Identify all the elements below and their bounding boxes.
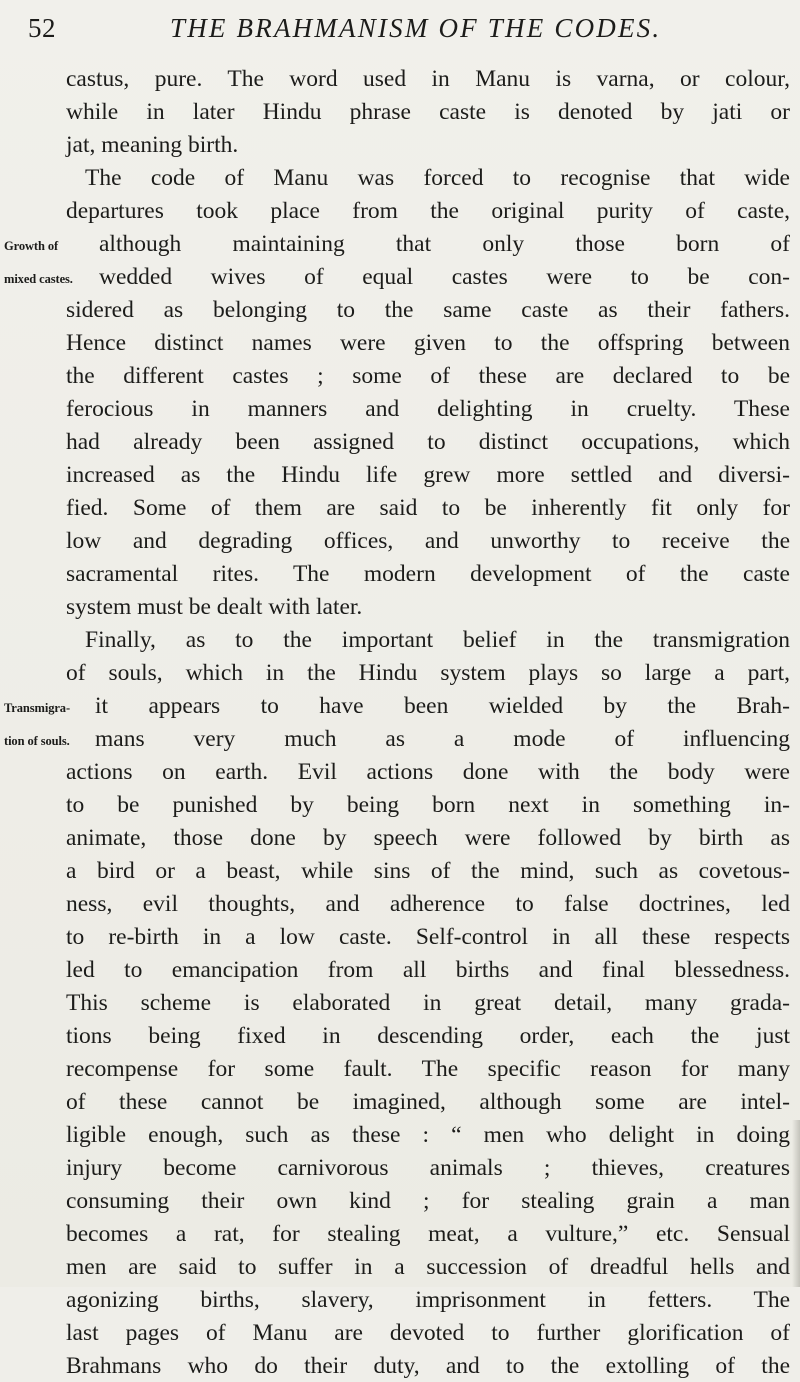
text-line: mans very much as a mode of influencing — [95, 726, 790, 752]
text-line: Brahmans who do their duty, and to the extolling of the — [66, 1353, 790, 1379]
text-line: Finally, as to the important belief in the transmigration — [85, 627, 790, 653]
text-line: The code of Manu was forced to recognise that wide — [85, 165, 790, 191]
text-line: consuming their own kind ; for stealing grain a man — [66, 1188, 790, 1214]
text-line: led to emancipation from all births and final blessedness. — [66, 957, 790, 983]
text-line: last pages of Manu are devoted to further glorification of — [66, 1320, 790, 1346]
text-line: the different castes ; some of these are declared to be — [66, 363, 790, 389]
running-title: THE BRAHMANISM OF THE CODES. — [170, 13, 662, 43]
text-line: castus, pure. The word used in Manu is varna, or colour, — [66, 66, 790, 92]
text-line: animate, those done by speech were followed by birth as — [66, 825, 790, 851]
text-line: although maintaining that only those born of — [99, 231, 790, 257]
text-line: of these cannot be imagined, although some are intel- — [66, 1089, 790, 1115]
text-line: becomes a rat, for stealing meat, a vulture,” etc. Sensual — [66, 1221, 790, 1247]
text-line: sacramental rites. The modern development of the caste — [66, 561, 790, 587]
margin-note: Growth of — [4, 239, 59, 253]
text-line: injury become carnivorous animals ; thieves, creatures — [66, 1155, 790, 1181]
text-line: ligible enough, such as these : “ men who delight in doing — [66, 1122, 790, 1148]
text-line: sidered as belonging to the same caste as their fathers. — [66, 297, 790, 323]
text-line: while in later Hindu phrase caste is denoted by jati or — [66, 99, 790, 125]
text-line: This scheme is elaborated in great detail, many grada- — [66, 990, 790, 1016]
text-line: tions being fixed in descending order, each the just — [66, 1023, 790, 1049]
text-line: had already been assigned to distinct occupations, which — [66, 429, 790, 455]
margin-note: Transmigra- — [4, 701, 71, 715]
text-line: ferocious in manners and delighting in cruelty. These — [66, 396, 790, 422]
text-line: men are said to suffer in a succession of dreadful hells and — [66, 1254, 790, 1280]
text-line: jat, meaning birth. — [66, 132, 239, 158]
running-head — [28, 10, 772, 46]
margin-note: mixed castes. — [4, 272, 73, 286]
text-line: increased as the Hindu life grew more settled and diversi- — [66, 462, 790, 488]
text-line: to be punished by being born next in something in- — [66, 792, 790, 818]
text-line: ness, evil thoughts, and adherence to false doctrines, led — [66, 891, 790, 917]
text-line: agonizing births, slavery, imprisonment in fetters. The — [66, 1287, 790, 1313]
text-line: it appears to have been wielded by the Brah- — [95, 693, 790, 719]
text-line: Hence distinct names were given to the offspring between — [66, 330, 790, 356]
text-line: to re-birth in a low caste. Self-control in all these respects — [66, 924, 790, 950]
text-line: wedded wives of equal castes were to be con- — [99, 264, 790, 290]
text-line: recompense for some fault. The specific reason for many — [66, 1056, 790, 1082]
margin-note: tion of souls. — [4, 734, 70, 748]
page-number: 52 — [28, 13, 56, 43]
text-line: system must be dealt with later. — [66, 594, 363, 620]
text-line: fied. Some of them are said to be inherently fit only for — [66, 495, 790, 521]
text-line: a bird or a beast, while sins of the mind, such as covetous- — [66, 858, 790, 884]
text-line: actions on earth. Evil actions done with the body were — [66, 759, 790, 785]
text-line: low and degrading offices, and unworthy to receive the — [66, 528, 790, 554]
text-line: departures took place from the original purity of caste, — [66, 198, 790, 224]
text-line: of souls, which in the Hindu system plays so large a part, — [66, 660, 790, 686]
page-edge-shadow — [792, 1120, 800, 1287]
